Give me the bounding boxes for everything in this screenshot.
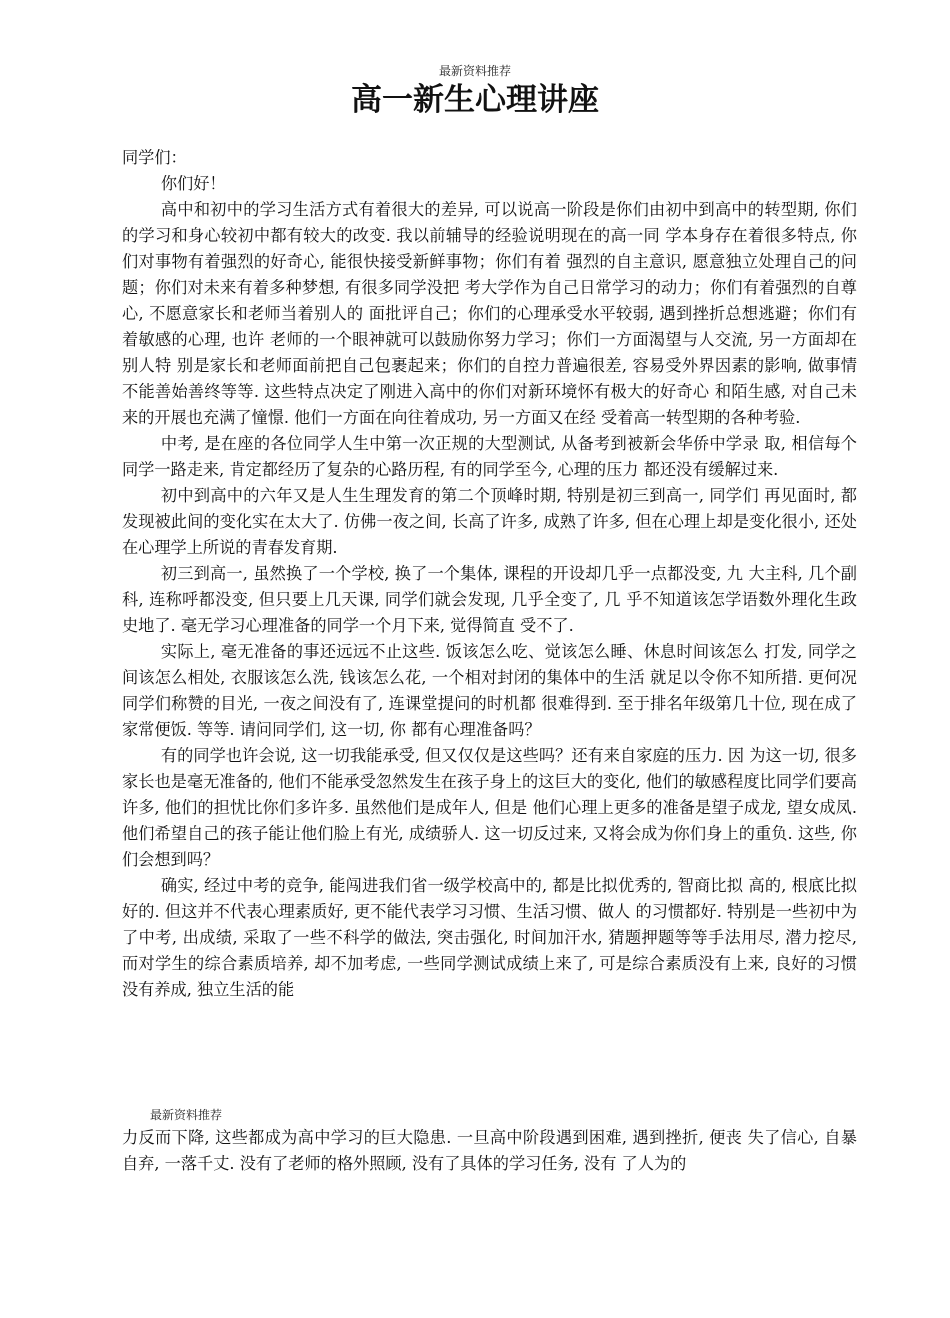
paragraph-continuation: 力反而下降, 这些都成为高中学习的巨大隐患. 一旦高中阶段遇到困难, 遇到挫折, 便丧 失了信心, 自暴自弃, 一落千丈. 没有了老师的格外照顾, 没有了具体的学习任务, 没有 了人为的 — [122, 1128, 857, 1173]
document-title: 高一新生心理讲座 — [351, 82, 599, 118]
paragraph-physical-growth: 初中到高中的六年又是人生生理发育的第二个顶峰时期, 特别是初三到高一, 同学们 再见面时, 都发现被此间的变化实在太大了. 仿佛一夜之间, 长高了许多, 成熟了许多, 但在心理上却是变化很小, 还处在心理学上所说的青春发育期. — [122, 486, 857, 557]
paragraph-entrance-exam: 中考, 是在座的各位同学人生中第一次正规的大型测试, 从备考到被新会华侨中学录 取, 相信每个同学一路走来, 肯定都经历了复杂的心路历程, 有的同学至今, 心理的压力 都还没有缓解过来. — [122, 434, 857, 479]
paragraph-daily-life: 实际上, 毫无准备的事还远远不止这些. 饭该怎么吃、觉该怎么睡、休息时间该怎么 打发, 同学之间该怎么相处, 衣服该怎么洗, 钱该怎么花, 一个相对封闭的集体中的生活 就足以令你不知所措. 更何况同学们称赞的目光, 一夜之间没有了, 连课堂提问的时机都 很难得到. 至于排名年级第几十位, 现在成了家常便饭. 等等. 请问同学们, 这一切, 你 都有心理准备吗？ — [122, 642, 857, 739]
paragraph-overall-quality: 确实, 经过中考的竞争, 能闯进我们省一级学校高中的, 都是比拟优秀的, 智商比拟 高的, 根底比拟好的. 但这并不代表心理素质好, 更不能代表学习习惯、生活习惯、做人 的习惯都好. 特别是一些初中为了中考, 出成绩, 采取了一些不科学的做法, 突击强化, 时间加汗水, 猜题押题等等手法用尽, 潜力挖尽, 而对学生的综合素质培养, 却不加考虑, 一些同学测试成绩上来了, 可是综合素质没有上来, 良好的习惯没有养成, 独立生活的能 — [122, 876, 857, 999]
document-body — [122, 145, 857, 1003]
page-header-note: 最新资料推荐 — [438, 64, 511, 78]
document-body-continuation — [122, 1125, 857, 1177]
salutation: 同学们： — [122, 148, 187, 167]
paragraph-family-pressure: 有的同学也许会说, 这一切我能承受, 但又仅仅是这些吗？还有来自家庭的压力. 因 为这一切, 很多家长也是毫无准备的, 他们不能承受忽然发生在孩子身上的这巨大的变化, 他们的敏感程度比同学们要高许多, 他们的担忧比你们多许多. 虽然他们是成年人, 但是 他们心理上更多的准备是望子成龙, 望女成凤. 他们希望自己的孩子能让他们脸上有光, 成绩骄人. 这一切反过来, 又将会成为你们身上的重负. 这些, 你们会想到吗？ — [122, 746, 857, 869]
paragraph-greeting: 你们好！ — [160, 174, 226, 193]
paragraph-curriculum-change: 初三到高一, 虽然换了一个学校, 换了一个集体, 课程的开设却几乎一点都没变, 九 大主科, 几个副科, 连称呼都没变, 但只要上几天课, 同学们就会发现, 几乎全变了, 几 乎不知道该怎学语数外理化生政史地了. 毫无学习心理准备的同学一个月下来, 觉得简直 受不了. — [122, 564, 857, 635]
page-break-note: 最新资料推荐 — [150, 1108, 223, 1122]
paragraph-transition-period: 高中和初中的学习生活方式有着很大的差异, 可以说高一阶段是你们由初中到高中的转型期, 你们的学习和身心较初中都有较大的改变. 我以前辅导的经验说明现在的高一同 学本身存在着很多特点, 你们对事物有着强烈的好奇心, 能很快接受新鲜事物；你们有着 强烈的自主意识, 愿意独立处理自己的问题；你们对未来有着多种梦想, 有很多同学没把 考大学作为自己日常学习的动力；你们有着强烈的自尊心, 不愿意家长和老师当着别人的 面批评自己；你们的心理承受水平较弱, 遇到挫折总想逃避；你们有着敏感的心理, 也许 老师的一个眼神就可以鼓励你努力学习；你们一方面渴望与人交流, 另一方面却在别人特 别是家长和老师面前把自己包裹起来；你们的自控力普遍很差, 容易受外界因素的影响, 做事情不能善始善终等等. 这些特点决定了刚进入高中的你们对新环境怀有极大的好奇心 和陌生感, 对自己未来的开展也充满了憧憬. 他们一方面在向往着成功, 另一方面又在经 受着高一转型期的各种考验. — [122, 200, 857, 427]
